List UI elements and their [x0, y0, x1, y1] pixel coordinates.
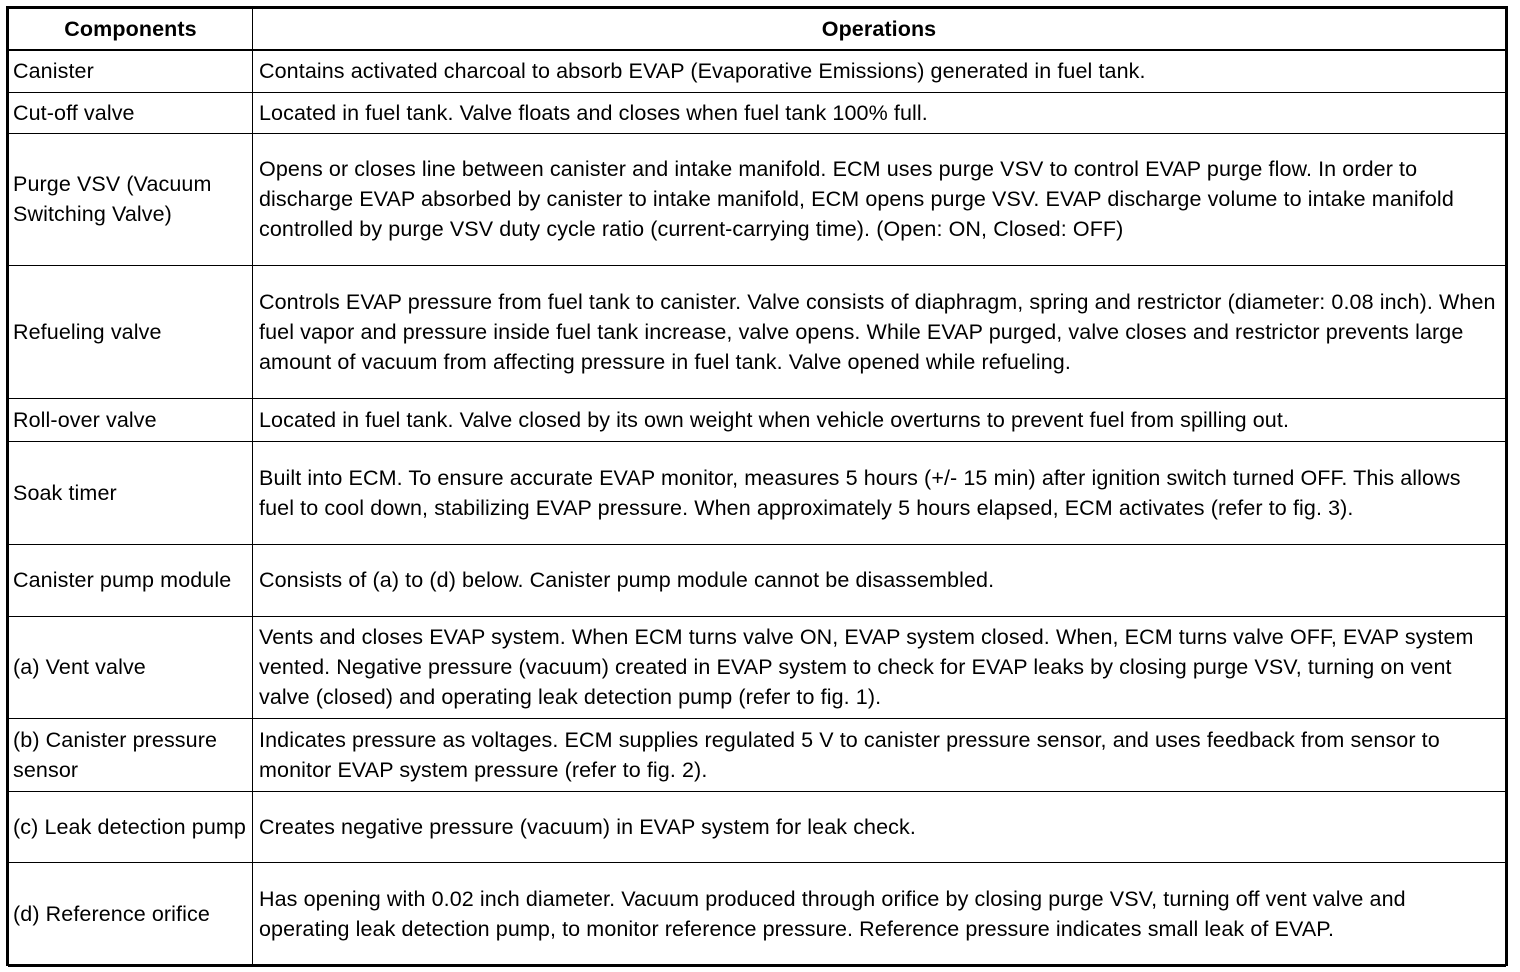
component-cell: Soak timer — [9, 441, 253, 544]
component-cell: (a) Vent valve — [9, 616, 253, 718]
evap-components-table — [8, 8, 1506, 967]
component-cell: Canister pump module — [9, 544, 253, 616]
operation-cell: Has opening with 0.02 inch diameter. Vacuum produced through orifice by closing purge VSV, turning off vent valve and operating leak detection pump, to monitor reference pressure. Reference pressure indicates small leak of EVAP. — [253, 862, 1506, 966]
operation-cell: Consists of (a) to (d) below. Canister pump module cannot be disassembled. — [253, 544, 1506, 616]
table-row — [9, 133, 1506, 265]
component-cell: Purge VSV (Vacuum Switching Valve) — [9, 133, 253, 265]
table-row — [9, 50, 1506, 92]
operation-cell: Opens or closes line between canister and intake manifold. ECM uses purge VSV to control EVAP purge flow. In order to discharge EVAP absorbed by canister to intake manifold, ECM opens purge VSV. EVAP discharge volume to intake manifold controlled by purge VSV duty cycle ratio (current-carrying time). (Open: ON, Closed: OFF) — [253, 133, 1506, 265]
header-operations: Operations — [253, 9, 1506, 51]
operation-cell: Vents and closes EVAP system. When ECM turns valve ON, EVAP system closed. When, ECM turns valve OFF, EVAP system vented. Negative pressure (vacuum) created in EVAP system to check for EVAP leaks by closing purge VSV, turning on vent valve (closed) and operating leak detection pump (refer to fig. 1). — [253, 616, 1506, 718]
operation-cell: Controls EVAP pressure from fuel tank to canister. Valve consists of diaphragm, spring and restrictor (diameter: 0.08 inch). When fuel vapor and pressure inside fuel tank increase, valve opens. While EVAP purged, valve closes and restrictor prevents large amount of vacuum from affecting pressure in fuel tank. Valve opened while refueling. — [253, 265, 1506, 398]
operation-cell: Creates negative pressure (vacuum) in EVAP system for leak check. — [253, 791, 1506, 862]
table-row — [9, 616, 1506, 718]
operation-cell: Built into ECM. To ensure accurate EVAP monitor, measures 5 hours (+/- 15 min) after ignition switch turned OFF. This allows fuel to cool down, stabilizing EVAP pressure. When approximately 5 hours elapsed, ECM activates (refer to fig. 3). — [253, 441, 1506, 544]
table-row — [9, 862, 1506, 966]
table-header-row — [9, 9, 1506, 51]
header-components: Components — [9, 9, 253, 51]
evap-components-table-container — [6, 6, 1508, 966]
component-cell: (c) Leak detection pump — [9, 791, 253, 862]
table-row — [9, 92, 1506, 133]
table-row — [9, 441, 1506, 544]
operation-cell: Located in fuel tank. Valve closed by its own weight when vehicle overturns to prevent fuel from spilling out. — [253, 398, 1506, 441]
component-cell: Refueling valve — [9, 265, 253, 398]
operation-cell: Indicates pressure as voltages. ECM supplies regulated 5 V to canister pressure sensor, and uses feedback from sensor to monitor EVAP system pressure (refer to fig. 2). — [253, 718, 1506, 791]
operation-cell: Located in fuel tank. Valve floats and closes when fuel tank 100% full. — [253, 92, 1506, 133]
operation-cell: Contains activated charcoal to absorb EVAP (Evaporative Emissions) generated in fuel tank. — [253, 50, 1506, 92]
table-row — [9, 791, 1506, 862]
component-cell: (d) Reference orifice — [9, 862, 253, 966]
component-cell: Roll-over valve — [9, 398, 253, 441]
component-cell: Canister — [9, 50, 253, 92]
table-row — [9, 398, 1506, 441]
component-cell: Cut-off valve — [9, 92, 253, 133]
table-row — [9, 544, 1506, 616]
table-row — [9, 265, 1506, 398]
table-row — [9, 718, 1506, 791]
component-cell: (b) Canister pressure sensor — [9, 718, 253, 791]
